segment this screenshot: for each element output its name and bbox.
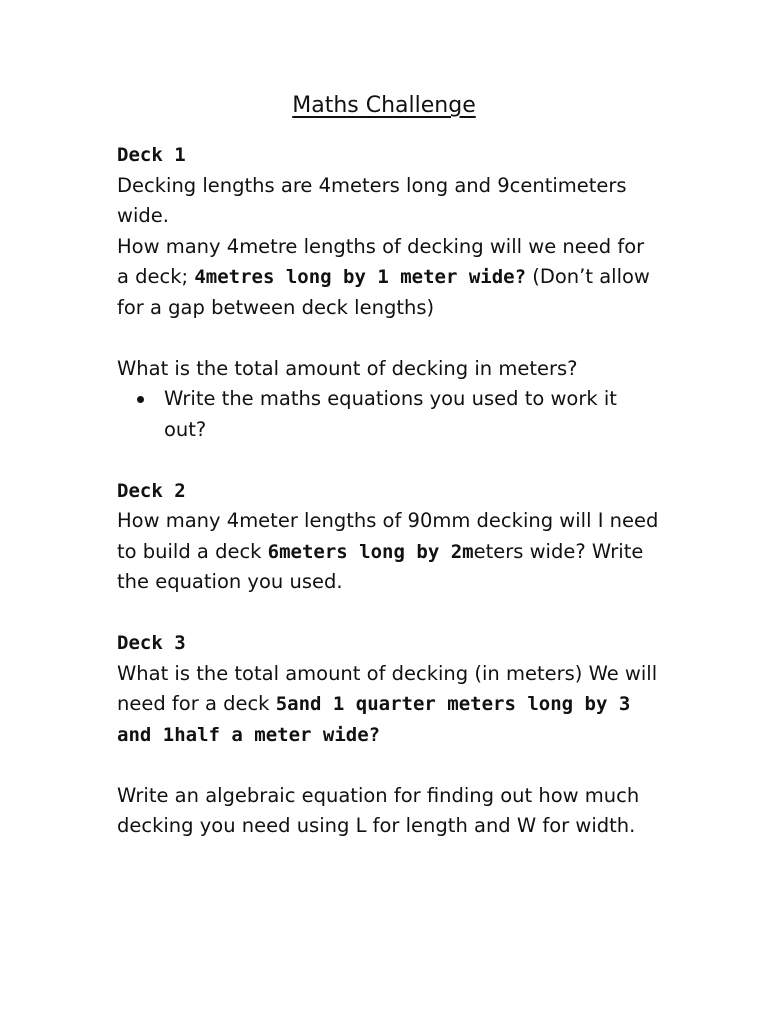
deck3-question-bold: 5and 1 quarter meters long by 3 and 1half a meter wide? <box>117 693 631 746</box>
deck2-question-post: eters wide? Write the equation you used. <box>117 539 644 593</box>
page-title: Maths Challenge <box>292 93 476 118</box>
deck1-total-question: What is the total amount of decking in meters? <box>117 356 578 380</box>
deck1-question-bold: 4metres long by 1 meter wide? <box>194 266 527 288</box>
deck1-bullet-list <box>117 384 662 445</box>
deck1-question-pre: How many 4metre lengths of decking will we need for a deck; <box>117 234 645 288</box>
worksheet-content <box>117 140 662 842</box>
spacer <box>117 750 662 781</box>
deck2-heading <box>117 476 662 507</box>
spacer <box>117 445 662 476</box>
deck3-heading <box>117 628 662 659</box>
list-item <box>164 384 662 445</box>
deck3-heading-text: Deck 3 <box>117 632 186 654</box>
deck1-heading-text: Deck 1 <box>117 144 186 166</box>
deck1-question-post: (Don’t allow for a gap between deck lengths) <box>117 265 650 319</box>
deck2-question-bold: 6meters long by 2m <box>267 540 474 563</box>
algebra-question: Write an algebraic equation for finding out how much decking you need using L for length and W for width. <box>117 783 640 837</box>
deck1-heading <box>117 140 662 171</box>
deck1-dimensions-text: Decking lengths are 4meters long and 9centimeters wide. <box>117 173 627 227</box>
deck2-question <box>117 506 662 598</box>
deck1-bullet-text: Write the maths equations you used to work it out? <box>164 387 617 441</box>
spacer <box>117 323 662 354</box>
deck1-question <box>117 232 662 324</box>
deck2-question-pre: How many 4meter lengths of 90mm decking will I need to build a deck <box>117 509 659 563</box>
spacer <box>117 598 662 629</box>
deck3-question-pre: What is the total amount of decking (in meters) We will need for a deck <box>117 661 658 715</box>
deck3-question <box>117 659 662 751</box>
bullet-icon <box>137 396 144 403</box>
deck2-heading-text: Deck 2 <box>117 479 186 502</box>
